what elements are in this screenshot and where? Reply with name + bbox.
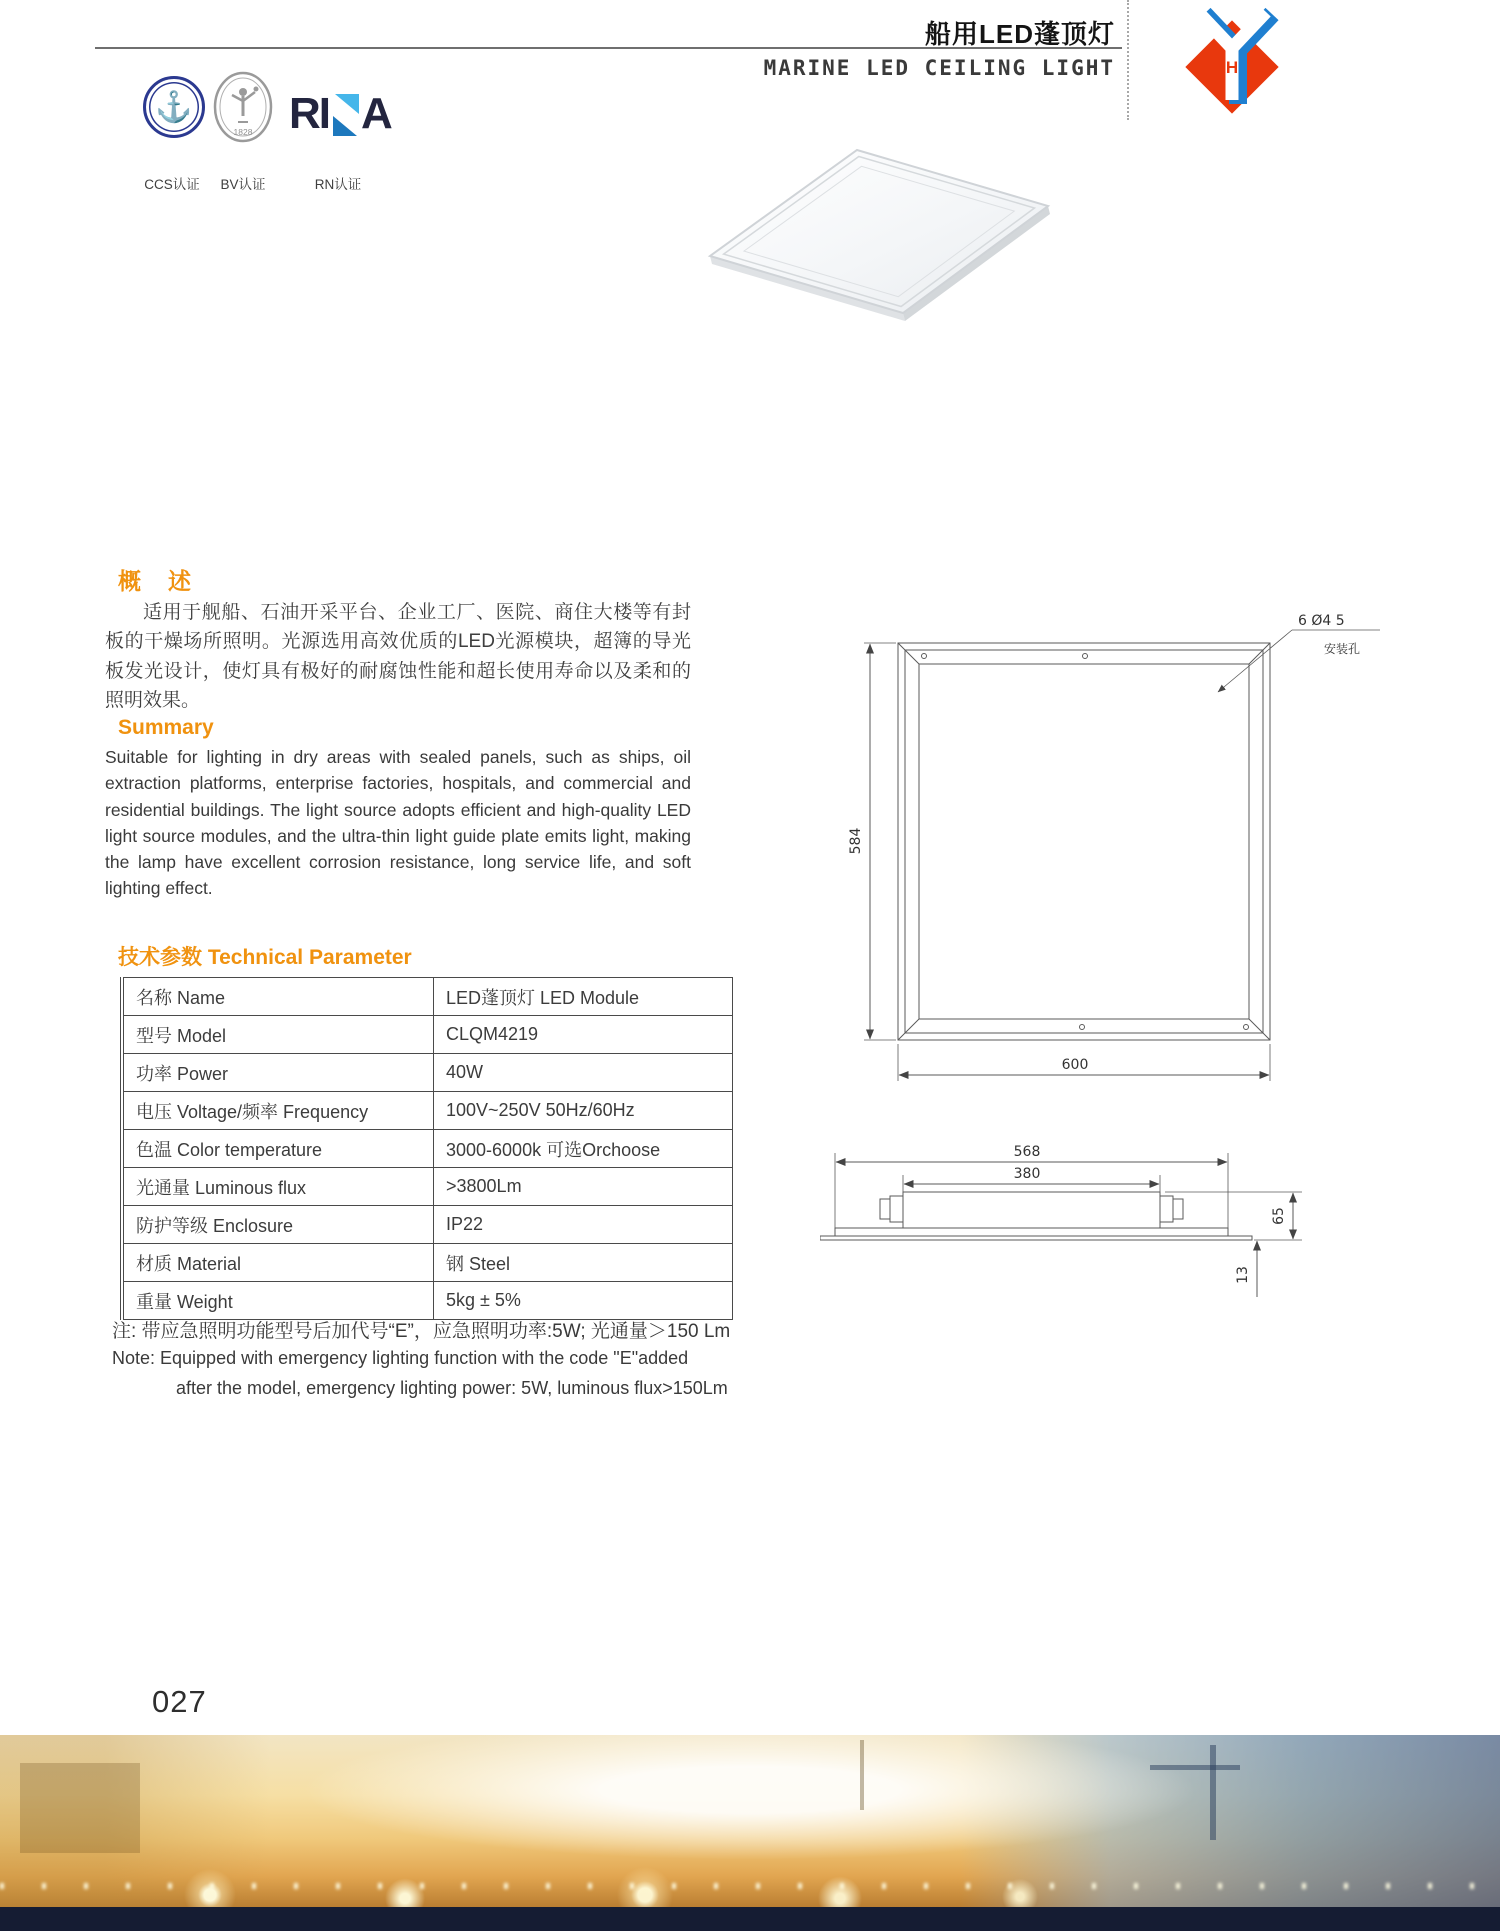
note-line-en-2: after the model, emergency lighting power: 5W, luminous flux>150Lm: [176, 1378, 728, 1398]
rina-certification-logo: [289, 89, 391, 138]
svg-text:380: 380: [1013, 1166, 1041, 1182]
summary-body: Suitable for lighting in dry areas with sealed panels, such as ships, oil extraction platforms, enterprise factories, hospitals, and commercial and residential buildings. The light source adopts efficient and high-quality LED light source modules, and the ultra-thin light guide plate emits light, making the lamp have excellent corrosion resistance, long service life, and soft lighting effect.: [105, 747, 691, 899]
technical-parameter-heading: 技术参数 Technical Parameter: [118, 946, 412, 969]
svg-text:6 Ø4 5: 6 Ø4 5: [1298, 613, 1345, 629]
table-row: [122, 1244, 733, 1282]
page-number: 027: [152, 1684, 207, 1719]
param-label: 功率 Power: [122, 1054, 434, 1092]
overview-heading-cn: 概 述: [118, 568, 193, 594]
table-row: [122, 1054, 733, 1092]
param-value: >3800Lm: [434, 1168, 733, 1206]
bv-cert-label: BV认证: [220, 177, 266, 192]
crane-arm-silhouette: [1150, 1765, 1240, 1770]
rn-cert-label: RN认证: [314, 177, 362, 192]
svg-text:H: H: [1225, 58, 1239, 77]
page-title-cn: 船用LED蓬顶灯: [924, 19, 1115, 49]
svg-text:568: 568: [1013, 1144, 1041, 1160]
rina-n-icon: [332, 93, 360, 137]
table-row: [122, 1206, 733, 1244]
table-row: [122, 1168, 733, 1206]
ccs-certification-logo: [143, 76, 205, 138]
param-value: LED蓬顶灯 LED Module: [434, 978, 733, 1016]
param-label: 名称 Name: [122, 978, 434, 1016]
summary-heading: Summary: [118, 716, 214, 739]
table-row: [122, 1092, 733, 1130]
led-panel-image: [690, 133, 1070, 333]
footer-bar: [0, 1907, 1500, 1931]
param-label: 色温 Color temperature: [122, 1130, 434, 1168]
param-value: CLQM4219: [434, 1016, 733, 1054]
ccs-cert-label: CCS认证: [144, 177, 200, 192]
svg-text:1828: 1828: [233, 127, 253, 137]
param-value: 5kg ± 5%: [434, 1282, 733, 1320]
svg-text:600: 600: [1061, 1057, 1089, 1073]
param-label: 防护等级 Enclosure: [122, 1206, 434, 1244]
crane-silhouette: [1210, 1745, 1216, 1840]
svg-text:584: 584: [848, 827, 864, 855]
quay-lights: [0, 1883, 1500, 1889]
param-label: 材质 Material: [122, 1244, 434, 1282]
param-value: 40W: [434, 1054, 733, 1092]
svg-text:65: 65: [1271, 1207, 1287, 1225]
rina-text-right: A: [361, 89, 391, 138]
anchor-icon: ⚓: [155, 90, 193, 124]
company-logo: [1162, 4, 1306, 114]
technical-drawing: [820, 595, 1420, 1315]
overview-body-cn: 适用于舰船、石油开采平台、企业工厂、医院、商住大楼等有封板的干燥场所照明。光源选用高效优质的LED光源模块，超簿的导光板发光设计，使灯具有极好的耐腐蚀性能和超长使用寿命以及柔和的照明效果。: [105, 602, 691, 712]
note-line-en-1: Note: Equipped with emergency lighting function with the code "E"added: [112, 1348, 689, 1368]
header-divider: [95, 47, 1122, 49]
building-silhouette: [20, 1763, 140, 1853]
param-value: 100V~250V 50Hz/60Hz: [434, 1092, 733, 1130]
svg-text:13: 13: [1235, 1266, 1251, 1284]
param-value: 3000-6000k 可选Orchoose: [434, 1130, 733, 1168]
table-row: [122, 1282, 733, 1320]
param-label: 电压 Voltage/频率 Frequency: [122, 1092, 434, 1130]
rina-text-left: RI: [289, 89, 329, 138]
param-value: IP22: [434, 1206, 733, 1244]
footer-photo: [0, 1735, 1500, 1907]
param-value: 钢 Steel: [434, 1244, 733, 1282]
header-dotted-separator: [1127, 0, 1129, 120]
product-photo: [690, 133, 1070, 338]
table-row: [122, 1016, 733, 1054]
note-line-cn: 注: 带应急照明功能型号后加代号“E”，应急照明功率:5W; 光通量＞150 Lm: [112, 1321, 731, 1342]
param-label: 重量 Weight: [122, 1282, 434, 1320]
table-row: [122, 1130, 733, 1168]
company-logo-icon: [1162, 4, 1306, 114]
page-title-en: MARINE LED CEILING LIGHT: [763, 56, 1115, 80]
svg-text:安装孔: 安装孔: [1324, 642, 1361, 656]
mast-silhouette: [860, 1740, 864, 1810]
bureau-veritas-icon: [212, 70, 274, 144]
param-label: 光通量 Luminous flux: [122, 1168, 434, 1206]
technical-parameter-table: [120, 977, 733, 1320]
param-label: 型号 Model: [122, 1016, 434, 1054]
table-row: [122, 978, 733, 1016]
bv-certification-logo: [212, 70, 274, 149]
